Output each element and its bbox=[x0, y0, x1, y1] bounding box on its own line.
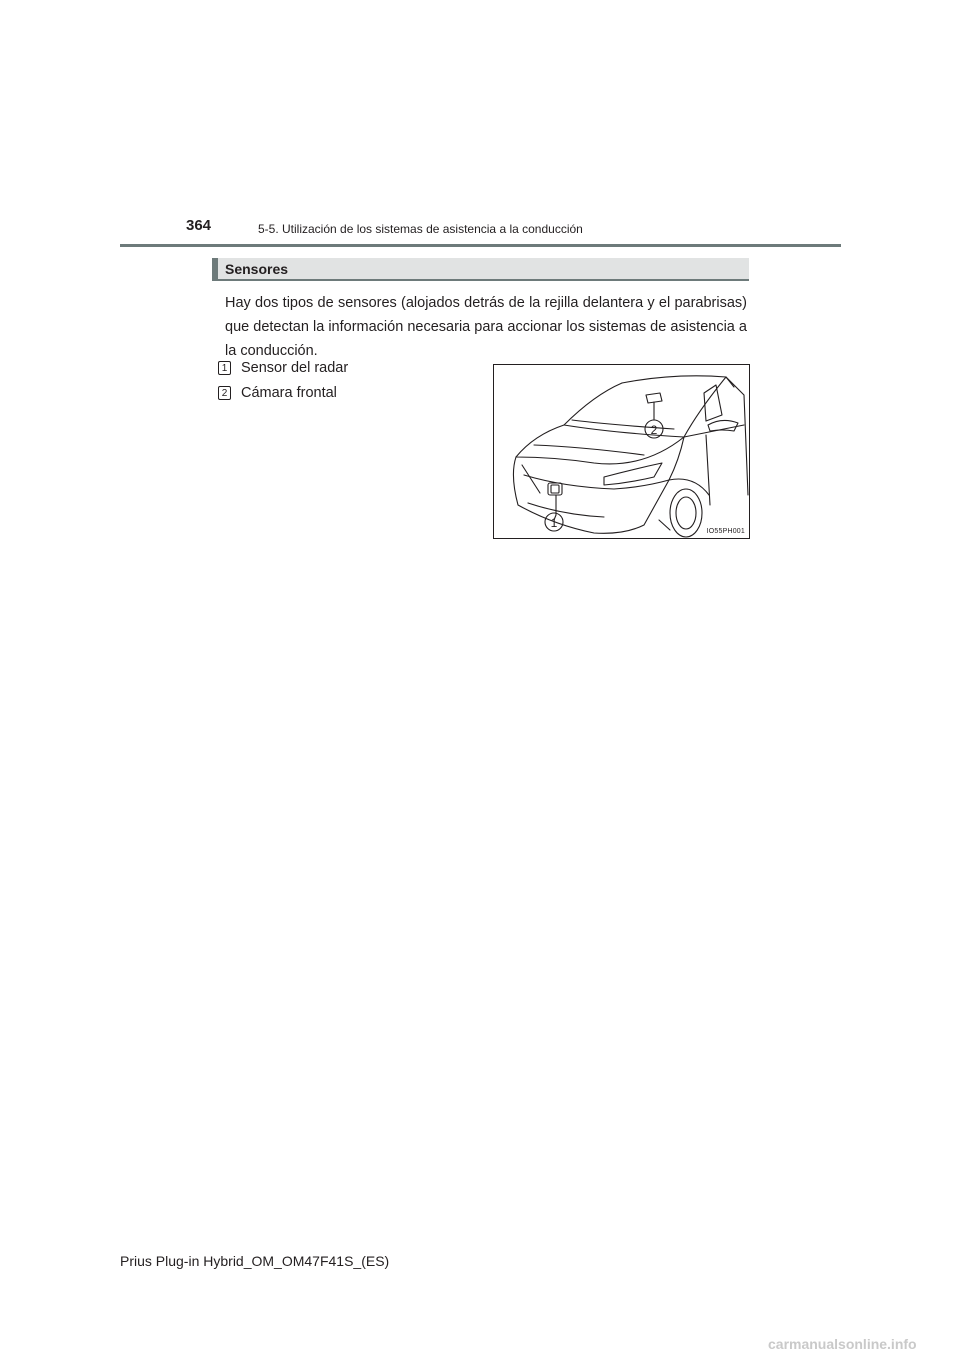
item-number-badge: 1 bbox=[218, 361, 231, 375]
page-number: 364 bbox=[186, 217, 212, 234]
car-roof-outline bbox=[622, 376, 734, 387]
section-heading-bar bbox=[212, 258, 218, 279]
callout-2: 2 bbox=[650, 423, 658, 437]
section-heading-text: Sensores bbox=[225, 261, 289, 277]
intro-paragraph: Hay dos tipos de sensores (alojados detrás de la rejilla delantera y el parabrisas) que detectan la información necesaria para accionar los sistemas de asistencia a la conducción. bbox=[225, 295, 747, 359]
item-label: Sensor del radar bbox=[241, 360, 349, 376]
figure-code: IO55PH001 bbox=[706, 528, 745, 535]
hood-outline bbox=[516, 425, 684, 464]
list-item bbox=[218, 359, 348, 377]
section-heading bbox=[212, 258, 749, 281]
header-rule bbox=[120, 244, 841, 247]
callout-1: 1 bbox=[550, 516, 558, 530]
item-number-badge: 2 bbox=[218, 386, 231, 400]
watermark: carmanualsonline.info bbox=[768, 1336, 917, 1352]
item-label: Cámara frontal bbox=[241, 385, 337, 401]
front-wheel bbox=[670, 489, 702, 537]
section-title: 5-5. Utilización de los sistemas de asistencia a la conducción bbox=[258, 222, 583, 236]
car-illustration bbox=[494, 365, 749, 538]
footer-document-id: Prius Plug-in Hybrid_OM_OM47F41S_(ES) bbox=[120, 1253, 390, 1269]
list-item bbox=[218, 384, 337, 402]
front-fascia bbox=[513, 437, 684, 533]
car-sensor-figure bbox=[493, 364, 750, 539]
